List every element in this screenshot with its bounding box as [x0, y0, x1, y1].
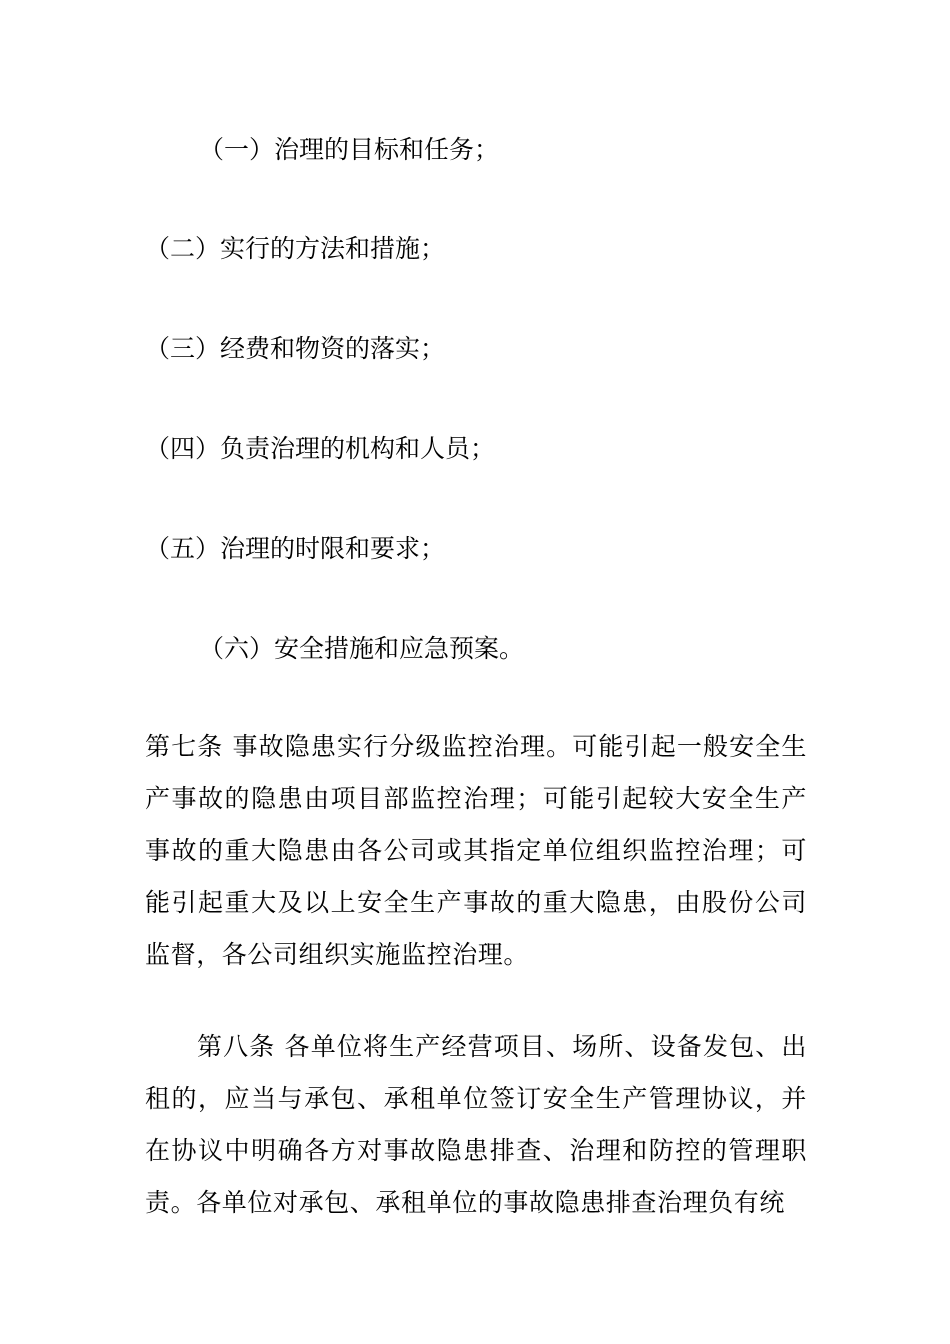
list-item-5: （五）治理的时限和要求；: [145, 534, 446, 563]
list-item-1: （一）治理的目标和任务；: [199, 135, 500, 164]
article-8-paragraph: 第八条 各单位将生产经营项目、场所、设备发包、出租的，应当与承包、承租单位签订安全生产管理协议，并在协议中明确各方对事故隐患排查、治理和防控的管理职责。各单位对承包、承租单位的事故隐患排查治理负有统: [145, 1032, 807, 1217]
article-7-paragraph: 第七条 事故隐患实行分级监控治理。可能引起一般安全生产事故的隐患由项目部监控治理；可能引起较大安全生产事故的重大隐患由各公司或其指定单位组织监控治理；可能引起重大及以上安全生产事故的重大隐患，由股份公司监督，各公司组织实施监控治理。: [145, 732, 807, 969]
list-item-3: （三）经费和物资的落实；: [145, 334, 446, 363]
list-item-2: （二）实行的方法和措施；: [145, 234, 446, 263]
list-item-4: （四）负责治理的机构和人员；: [145, 434, 496, 463]
list-item-6: （六）安全措施和应急预案。: [199, 634, 525, 663]
